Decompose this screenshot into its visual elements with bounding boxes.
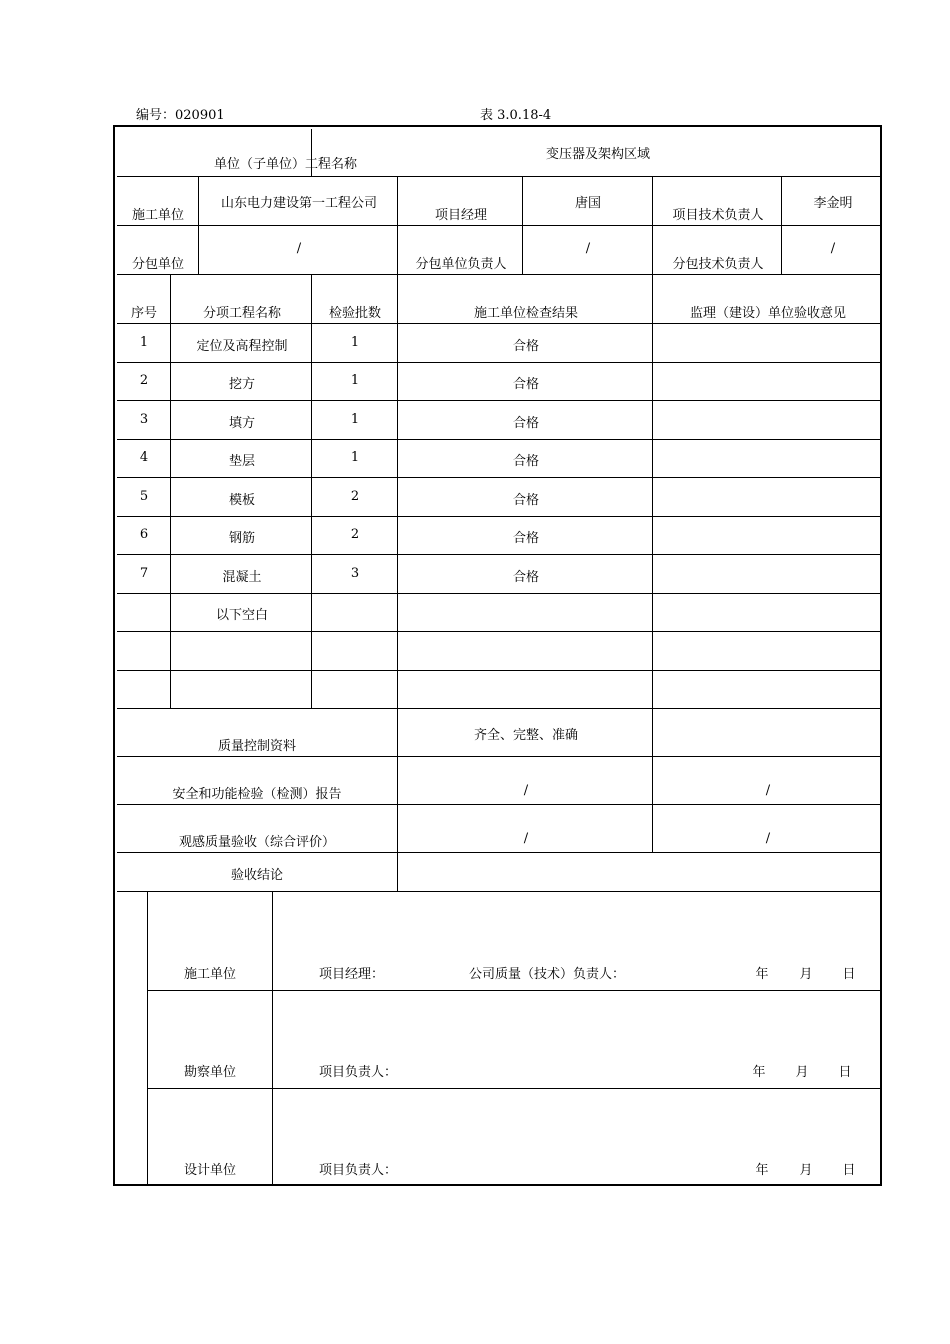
grid-line: [117, 756, 882, 757]
table-cell: 1: [350, 334, 360, 350]
visual-quality-label: 观感质量验收（综合评价）: [178, 835, 336, 850]
signoff-person: 项目负责人：: [319, 1163, 398, 1178]
acceptance-form-table: [113, 125, 882, 1186]
grid-line: [117, 176, 882, 177]
safety-report-result: /: [523, 783, 529, 798]
signoff-person: 项目负责人：: [319, 1065, 398, 1080]
grid-line: [397, 177, 398, 275]
signoff-month: 月: [799, 1163, 813, 1178]
grid-line: [117, 439, 882, 440]
table-cell: 合格: [512, 531, 540, 546]
conclusion-label: 验收结论: [230, 868, 284, 883]
grid-line: [117, 804, 882, 805]
tech-lead-value: 李金明: [813, 196, 853, 211]
signoff-unit: 勘察单位: [183, 1065, 237, 1080]
grid-line: [117, 362, 882, 363]
signoff-unit: 施工单位: [183, 967, 237, 982]
table-cell: 3: [139, 411, 149, 427]
table-cell: 钢筋: [228, 531, 256, 546]
table-cell: 以下空白: [215, 608, 269, 623]
table-cell: 4: [139, 450, 149, 465]
grid-line: [117, 852, 882, 853]
tech-lead-label: 项目技术负责人: [672, 208, 764, 223]
grid-line: [117, 670, 882, 671]
grid-line: [148, 1088, 882, 1089]
contractor-label: 施工单位: [131, 208, 185, 223]
table-cell: 5: [139, 488, 149, 504]
grid-line: [117, 708, 882, 709]
grid-line: [117, 274, 882, 275]
grid-line: [147, 892, 148, 1186]
quality-docs-result: 齐全、完整、准确: [473, 728, 579, 743]
table-cell: 合格: [512, 569, 540, 585]
table-cell: 2: [139, 373, 149, 388]
signoff-year: 年: [752, 1065, 766, 1080]
table-cell: 2: [350, 488, 360, 504]
table-cell: 合格: [512, 377, 540, 392]
grid-line: [397, 275, 398, 853]
table-cell: 合格: [512, 454, 540, 469]
table-cell: 1: [139, 334, 149, 350]
signoff-unit: 设计单位: [183, 1163, 237, 1178]
grid-line: [652, 177, 653, 275]
grid-line: [117, 516, 882, 517]
grid-line: [170, 275, 171, 709]
column-header: 检验批数: [328, 306, 382, 321]
table-cell: 7: [139, 565, 149, 581]
grid-line: [117, 891, 882, 892]
table-cell: 合格: [512, 338, 540, 354]
table-cell: 模板: [228, 492, 256, 508]
subcontractor-head-label: 分包单位负责人: [415, 257, 507, 272]
project-manager-value: 唐国: [574, 196, 602, 211]
subcontractor-tech-label: 分包技术负责人: [672, 257, 764, 272]
grid-line: [117, 631, 882, 632]
document-number: 编号：020901: [136, 108, 225, 123]
grid-line: [117, 554, 882, 555]
table-cell: 1: [350, 411, 360, 427]
table-cell: 6: [139, 527, 149, 542]
grid-line: [148, 990, 882, 991]
safety-report-label: 安全和功能检验（检测）报告: [172, 787, 342, 802]
grid-line: [117, 225, 882, 226]
project-name-label: 单位（子单位）工程名称: [214, 157, 358, 172]
safety-report-opinion: /: [765, 783, 771, 798]
table-cell: 定位及高程控制: [196, 338, 288, 354]
table-cell: 挖方: [228, 377, 256, 392]
signoff-month: 月: [795, 1065, 809, 1080]
project-manager-label: 项目经理: [434, 208, 488, 223]
table-reference: 表 3.0.18-4: [480, 108, 552, 123]
grid-line: [198, 177, 199, 275]
table-cell: 合格: [512, 492, 540, 508]
subcontractor-value: /: [296, 241, 302, 256]
table-cell: 2: [350, 527, 360, 542]
table-cell: 混凝土: [222, 569, 262, 585]
grid-line: [117, 477, 882, 478]
signoff-month: 月: [799, 967, 813, 982]
grid-line: [781, 177, 782, 275]
contractor-value: 山东电力建设第一工程公司: [220, 196, 378, 211]
subcontractor-tech-value: /: [830, 241, 836, 256]
column-header: 监理（建设）单位验收意见: [689, 306, 847, 321]
quality-docs-label: 质量控制资料: [217, 739, 297, 754]
visual-quality-result: /: [523, 831, 529, 846]
grid-line: [117, 400, 882, 401]
visual-quality-opinion: /: [765, 831, 771, 846]
table-cell: 1: [350, 450, 360, 465]
signoff-year: 年: [755, 1163, 769, 1178]
table-cell: 垫层: [228, 454, 256, 469]
grid-line: [117, 323, 882, 324]
signoff-day: 日: [842, 967, 856, 982]
grid-line: [272, 892, 273, 1186]
table-cell: 合格: [512, 415, 540, 431]
signoff-year: 年: [755, 967, 769, 982]
grid-line: [311, 275, 312, 709]
subcontractor-head-value: /: [585, 241, 591, 256]
project-name-value: 变压器及架构区域: [545, 147, 651, 162]
column-header: 施工单位检查结果: [473, 306, 579, 321]
signoff-person: 项目经理：: [319, 967, 385, 982]
column-header: 序号: [130, 306, 158, 321]
signoff-quality-person: 公司质量（技术）负责人：: [469, 967, 626, 982]
table-cell: 1: [350, 373, 360, 388]
grid-line: [522, 177, 523, 275]
table-cell: 3: [350, 565, 360, 581]
signoff-day: 日: [842, 1163, 856, 1178]
subcontractor-label: 分包单位: [131, 257, 185, 272]
column-header: 分项工程名称: [202, 306, 282, 321]
table-cell: 填方: [228, 415, 256, 431]
grid-line: [397, 853, 398, 892]
grid-line: [117, 593, 882, 594]
grid-line: [652, 275, 653, 853]
signoff-day: 日: [838, 1065, 852, 1080]
